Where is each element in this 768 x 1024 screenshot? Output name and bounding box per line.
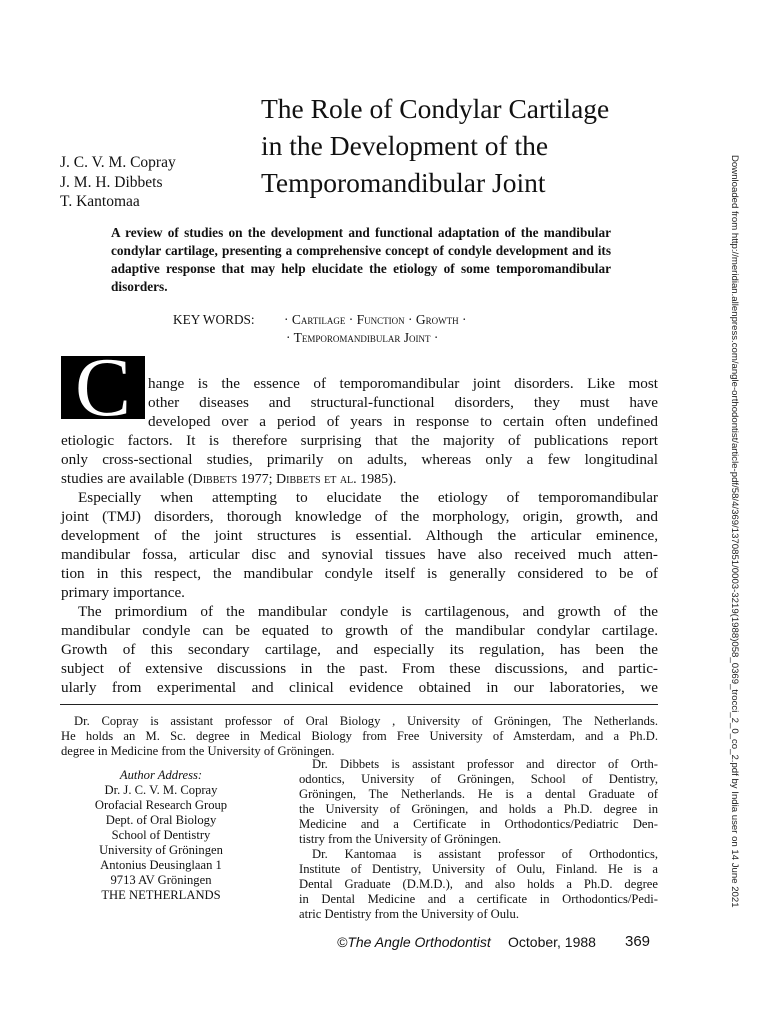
footnote-line: in Dental Medicine and a certificate in Orthodontics/Pedi- — [299, 892, 658, 906]
footnote-line: Institute of Dentistry, University of Oulu, Finland. He is a — [299, 862, 658, 876]
author-address — [62, 768, 260, 903]
body-line: mandibular fossa, articular disc and synovial tissues have also received much atten- — [61, 546, 658, 563]
keywords-label: KEY WORDS: — [173, 312, 255, 327]
address-line: School of Dentistry — [111, 828, 211, 842]
body-line: hange is the essence of temporomandibular joint disorders. Like most — [148, 375, 658, 392]
footnote-divider — [60, 704, 658, 705]
footnote-line: odontics, University of Gröningen, School of Dentistry, — [299, 772, 658, 786]
author-name: J. M. H. Dibbets — [60, 173, 163, 191]
title-line: Temporomandibular Joint — [261, 167, 546, 198]
author-name: T. Kantomaa — [60, 193, 140, 210]
body-line: ularly from experimental and clinical evidence obtained in our laboratories, we — [61, 679, 658, 696]
body-line: primary importance. — [61, 584, 185, 601]
footnote-line: Dr. Kantomaa is assistant professor of Orthodontics, — [312, 847, 658, 861]
body-line — [61, 469, 658, 489]
footnote-line: Dr. Dibbets is assistant professor and director of Orth- — [312, 757, 658, 771]
address-line: 9713 AV Gröningen — [110, 873, 212, 887]
footnote-line: He holds an M. Sc. degree in Medical Biology from Free University of Amsterdam, and a Ph.D. — [61, 729, 658, 743]
footnote-line: the University of Gröningen, and holds a Ph.D. degree in — [299, 802, 658, 816]
body-line: The primordium of the mandibular condyle is cartilagenous, and growth of the — [78, 603, 658, 620]
footnote-line: Medicine and a Certificate in Orthodontics/Pediatric Den- — [299, 817, 658, 831]
footnote-line: tistry from the University of Gröningen. — [299, 832, 502, 846]
issue-date: October, 1988 — [508, 934, 596, 950]
footnote-line: atric Dentistry from the University of Oulu. — [299, 907, 519, 921]
title-line: in the Development of the — [261, 130, 549, 161]
address-line: Dept. of Oral Biology — [105, 813, 217, 827]
drop-cap: C — [61, 356, 145, 419]
address-line: University of Gröningen — [99, 843, 223, 857]
journal-name-text: ©The Angle Orthodontist — [337, 934, 491, 950]
download-notice — [726, 155, 742, 908]
title-line: The Role of Condylar Cartilage — [261, 93, 610, 124]
body-line: mandibular condyle can be equated to growth of the mandibular condylar cartilage. — [61, 622, 658, 639]
keywords-line: · Cartilage · Function · Growth · — [284, 312, 467, 327]
address-heading: Author Address: — [119, 768, 203, 782]
footnote-line: Gröningen, The Netherlands. He is a dental Graduate of — [299, 787, 658, 801]
body-line: development of the joint structures is essential. Although the articular eminence, — [61, 527, 658, 544]
keywords-line: · Temporomandibular Joint · — [286, 330, 439, 345]
body-line: other diseases and structural-functional disorders, they must have — [148, 394, 658, 411]
download-notice-text: Downloaded from http://meridian.allenpress.com/angle-orthodontist/article-pdf/58/4/369/1370851/0003-3219(1988)058_0369_trocci_2_0_co_2.pdf by India user on 14 June 2021 — [729, 155, 740, 908]
article-title — [261, 90, 681, 201]
body-line: tion in this respect, the mandibular condyle itself is generally considered to be of — [61, 565, 658, 582]
address-line: Orofacial Research Group — [94, 798, 228, 812]
author-list — [60, 153, 176, 212]
body-line: subject of extensive discussions in the past. From these discussions, and partic- — [61, 660, 658, 677]
footnote-line: degree in Medicine from the University of Gröningen. — [61, 744, 335, 758]
body-line: developed over a period of years in response to certain often undefined — [148, 413, 658, 430]
body-line: Especially when attempting to elucidate the etiology of temporomandibular — [78, 489, 658, 506]
address-line: Dr. J. C. V. M. Copray — [104, 783, 218, 797]
address-line: Antonius Deusinglaan 1 — [100, 858, 222, 872]
footnote-line: Dr. Copray is assistant professor of Oral Biology , University of Gröningen, The Netherlands. — [74, 714, 658, 728]
address-line: THE NETHERLANDS — [101, 888, 221, 902]
journal-name — [337, 933, 491, 951]
body-text: studies are available — [61, 470, 185, 487]
citation: (Dibbets 1977; Dibbets et al. 1985). — [187, 472, 397, 487]
abstract: A review of studies on the development and functional adaptation of the mandibular condylar cartilage, presenting a comprehensive concept of condyle development and its adaptive response that may help elucidate the etiology of some temporomandibular disorders. — [111, 225, 611, 294]
author-name: J. C. V. M. Copray — [60, 154, 176, 171]
footnote-line: Dental Graduate (D.M.D.), and also holds a Ph.D. degree — [299, 877, 658, 891]
page-number: 369 — [625, 933, 651, 950]
body-line: etiologic factors. It is therefore surprising that the majority of publications report — [61, 432, 658, 449]
body-line: only cross-sectional studies, primarily on adults, whereas only a few longitudinal — [61, 451, 658, 468]
body-line: Growth of this secondary cartilage, and especially its regulation, has been the — [61, 641, 658, 658]
body-line: joint (TMJ) disorders, thorough knowledge of the morphology, origin, growth, and — [61, 508, 658, 525]
